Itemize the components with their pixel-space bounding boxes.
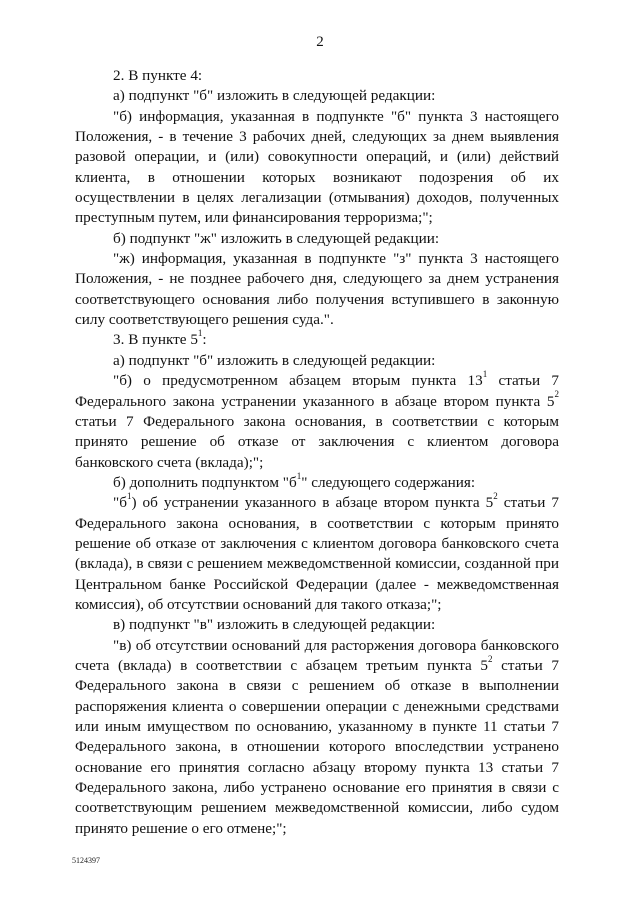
document-code: 5124397 (72, 856, 100, 865)
superscript: 2 (493, 491, 498, 502)
superscript: 2 (488, 653, 493, 664)
paragraph: в) подпункт "в" изложить в следующей редакции: (113, 616, 436, 634)
superscript: 1 (296, 470, 302, 481)
paragraph: 3. В пункте $5^1$: (113, 328, 207, 349)
paragraph: "б) информация, указанная в подпункте "б" пункта 3 настоящего Положения, - в течение 3 рабочих дней, следующих за днем выявления разовой операции, и (или) совокупности операций, и (или) действий клиента, в отношении которых возникают подозрения об их осуществлении в целях легализации (отмывания) доходов, полученных преступным путем, или финансирования терроризма;"; (75, 107, 559, 227)
paragraph: "ж) информация, указанная в подпункте "з" пункта 3 настоящего Положения, - не позднее рабочего дня, следующего за днем устранения соответствующего основания либо получения вступившего в законную силу соответствующего решения суда.". (75, 250, 559, 329)
superscript: 1 (197, 328, 203, 339)
superscript: 2 (554, 389, 559, 400)
paragraph: "б) о предусмотренном абзацем вторым пункта $13^1$ статьи 7 Федерального закона устранении указанного в абзаце втором пункта $5^2$ статьи 7 Федерального закона основания, в соответствии с которым принято решение об отказе от заключения с клиентом договора банковского счета (вклада);"; (75, 369, 559, 471)
page-number: 2 (316, 34, 324, 50)
document-body (75, 66, 559, 839)
paragraph: а) подпункт "б" изложить в следующей редакции: (113, 87, 436, 105)
paragraph: "в) об отсутствии оснований для расторжения договора банковского счета (вклада) в соответствии с абзацем третьим пункта $5^2$ статьи 7 Федерального закона в связи с решением об отказе в выполнении распоряжения клиента о совершении операции с денежными средствами или иным имуществом по основанию, указанному в пункте 11 статьи 7 Федерального закона, в отношении которого впоследствии устранено основание его принятия согласно абзацу второму пункта 13 статьи 7 Федерального закона, либо устранено основание его принятия в связи с соответствующим решением межведомственной комиссии, либо судом принято решение о его отмене;"; (75, 636, 559, 837)
paragraph: "$б^1$) об устранении указанного в абзаце втором пункта $5^2$ статьи 7 Федерального закона основания, в соответствии с которым принято решение об отказе от заключения с клиентом договора банковского счета (вклада), в связи с решением межведомственной комиссии, созданной при Центральном банке Российской Федерации (далее - межведомственная комиссия), об отсутствии оснований для такого отказа;"; (75, 491, 560, 613)
paragraph: б) дополнить подпунктом "$б^1$" следующего содержания: (113, 470, 476, 491)
paragraph: б) подпункт "ж" изложить в следующей редакции: (113, 229, 440, 247)
superscript: 1 (482, 369, 488, 380)
superscript: 1 (126, 491, 132, 502)
paragraph: 2. В пункте 4: (113, 67, 203, 84)
paragraph: а) подпункт "б" изложить в следующей редакции: (113, 351, 436, 369)
